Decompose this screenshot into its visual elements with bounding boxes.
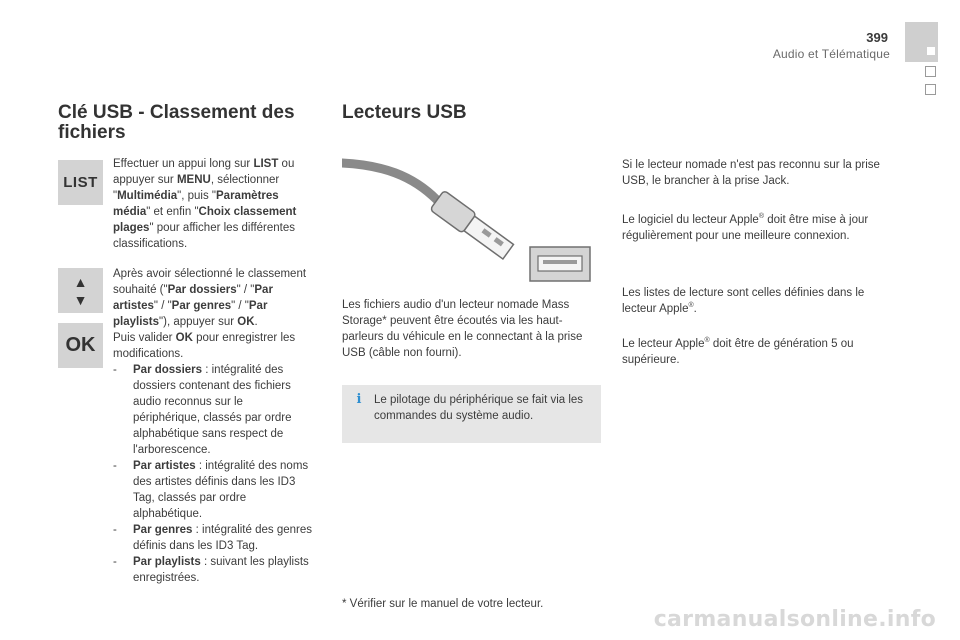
bullet-item bbox=[113, 522, 313, 554]
text-run-bold: Paramètres média bbox=[113, 190, 279, 218]
info-note-text: Le pilotage du périphérique se fait via les commandes du système audio. bbox=[374, 394, 584, 422]
bullet-dash: - bbox=[113, 364, 117, 376]
text-run: ou appuyer sur bbox=[113, 158, 295, 186]
usb-plug-illustration bbox=[342, 155, 602, 285]
bullet-text: : intégralité des genres définis dans les ID3 Tag. bbox=[133, 524, 312, 552]
registered-mark: ® bbox=[704, 337, 710, 345]
bullet-term: Par dossiers bbox=[133, 364, 203, 376]
text-run: " et enfin " bbox=[146, 206, 199, 218]
info-note-box bbox=[342, 385, 601, 443]
ok-button-icon: OK bbox=[58, 323, 103, 368]
playlist-paragraph bbox=[622, 285, 892, 317]
validate-text bbox=[113, 330, 313, 362]
text-run: . bbox=[254, 316, 258, 328]
bullet-term: Par playlists bbox=[133, 556, 201, 568]
text-run: doit être de génération 5 ou supérieure. bbox=[622, 338, 854, 366]
bullet-text: : intégralité des noms des artistes définis dans les ID3 Tag, classés par ordre alphabétique. bbox=[133, 460, 309, 520]
list-instructions bbox=[113, 156, 313, 252]
registered-mark: ® bbox=[688, 302, 694, 310]
left-section-title: Clé USB - Classement des fichiers bbox=[58, 102, 295, 143]
registered-mark: ® bbox=[758, 213, 764, 221]
usb-section-title: Lecteurs USB bbox=[342, 102, 467, 123]
text-run-bold: Par dossiers bbox=[167, 284, 237, 296]
text-run: " / " bbox=[236, 284, 255, 296]
bullet-term: Par genres bbox=[133, 524, 193, 536]
chapter-tab-box bbox=[925, 84, 936, 95]
bullet-item bbox=[113, 458, 313, 522]
text-run: Puis valider bbox=[113, 332, 176, 344]
classification-instructions bbox=[113, 266, 313, 586]
bullet-item bbox=[113, 554, 313, 586]
section-label: Audio et Télématique bbox=[772, 47, 890, 61]
bullet-term: Par artistes bbox=[133, 460, 196, 472]
text-run: Après avoir sélectionné le classement souhaité (" bbox=[113, 268, 307, 296]
text-run: " / " bbox=[231, 300, 249, 312]
text-run: " / " bbox=[153, 300, 172, 312]
apple-generation-paragraph bbox=[622, 336, 892, 368]
bullet-dash: - bbox=[113, 460, 117, 472]
bullet-dash: - bbox=[113, 524, 117, 536]
bullet-text: : intégralité des dossiers contenant des fichiers audio reconnus sur le périphérique, classés par ordre alphabétique sans respect de l'arborescence. bbox=[133, 364, 292, 456]
chapter-tab-dot bbox=[927, 47, 935, 55]
bullet-text: : suivant les playlists enregistrées. bbox=[133, 556, 309, 584]
bullet-item bbox=[113, 362, 313, 458]
chapter-tab-box bbox=[925, 66, 936, 77]
usb-paragraph: Les fichiers audio d'un lecteur nomade Mass Storage* peuvent être écoutés via les haut-parleurs du véhicule en le connectant à la prise USB (câble non fourni). bbox=[342, 299, 583, 359]
arrow-up-icon: ▲ bbox=[73, 273, 88, 290]
text-run: ", puis " bbox=[177, 190, 217, 202]
text-run: Le logiciel du lecteur Apple bbox=[622, 214, 759, 226]
list-button-icon: LIST bbox=[58, 160, 103, 205]
text-run: " pour afficher les différentes classifications. bbox=[113, 222, 296, 250]
chapter-tab-marker bbox=[905, 22, 938, 62]
text-run: "), appuyer sur bbox=[159, 316, 238, 328]
arrow-down-icon: ▼ bbox=[73, 291, 88, 308]
text-run-bold: Par genres bbox=[171, 300, 232, 312]
text-run: , sélectionner " bbox=[113, 174, 280, 202]
text-run: Le lecteur Apple bbox=[622, 338, 705, 350]
page-number: 399 bbox=[866, 30, 888, 45]
text-run: pour enregistrer les modifications. bbox=[113, 332, 296, 360]
text-run: . bbox=[693, 303, 697, 315]
text-run-bold: MENU bbox=[176, 174, 211, 186]
bullet-dash: - bbox=[113, 556, 117, 568]
footnote: * Vérifier sur le manuel de votre lecteur. bbox=[342, 598, 544, 610]
text-run-bold: OK bbox=[175, 332, 193, 344]
text-run-bold: OK bbox=[237, 316, 255, 328]
text-run-bold: Choix classement plages bbox=[113, 206, 297, 234]
select-classification-text bbox=[113, 266, 313, 330]
arrow-buttons-icon bbox=[58, 268, 103, 313]
text-run-bold: Multimédia bbox=[117, 190, 178, 202]
text-run-bold: Par artistes bbox=[113, 284, 273, 312]
info-icon: i bbox=[356, 392, 362, 407]
text-run: Les listes de lecture sont celles définies dans le lecteur Apple bbox=[622, 287, 865, 315]
text-run: Effectuer un appui long sur bbox=[113, 158, 254, 170]
jack-paragraph: Si le lecteur nomade n'est pas reconnu sur la prise USB, le brancher à la prise Jack. bbox=[622, 159, 880, 187]
text-run-bold: LIST bbox=[253, 158, 279, 170]
text-run: doit être mise à jour régulièrement pour une meilleure connexion. bbox=[622, 214, 869, 242]
watermark: carmanualsonline.info bbox=[653, 607, 936, 632]
apple-software-paragraph bbox=[622, 212, 892, 244]
text-run-bold: Par playlists bbox=[113, 300, 268, 328]
